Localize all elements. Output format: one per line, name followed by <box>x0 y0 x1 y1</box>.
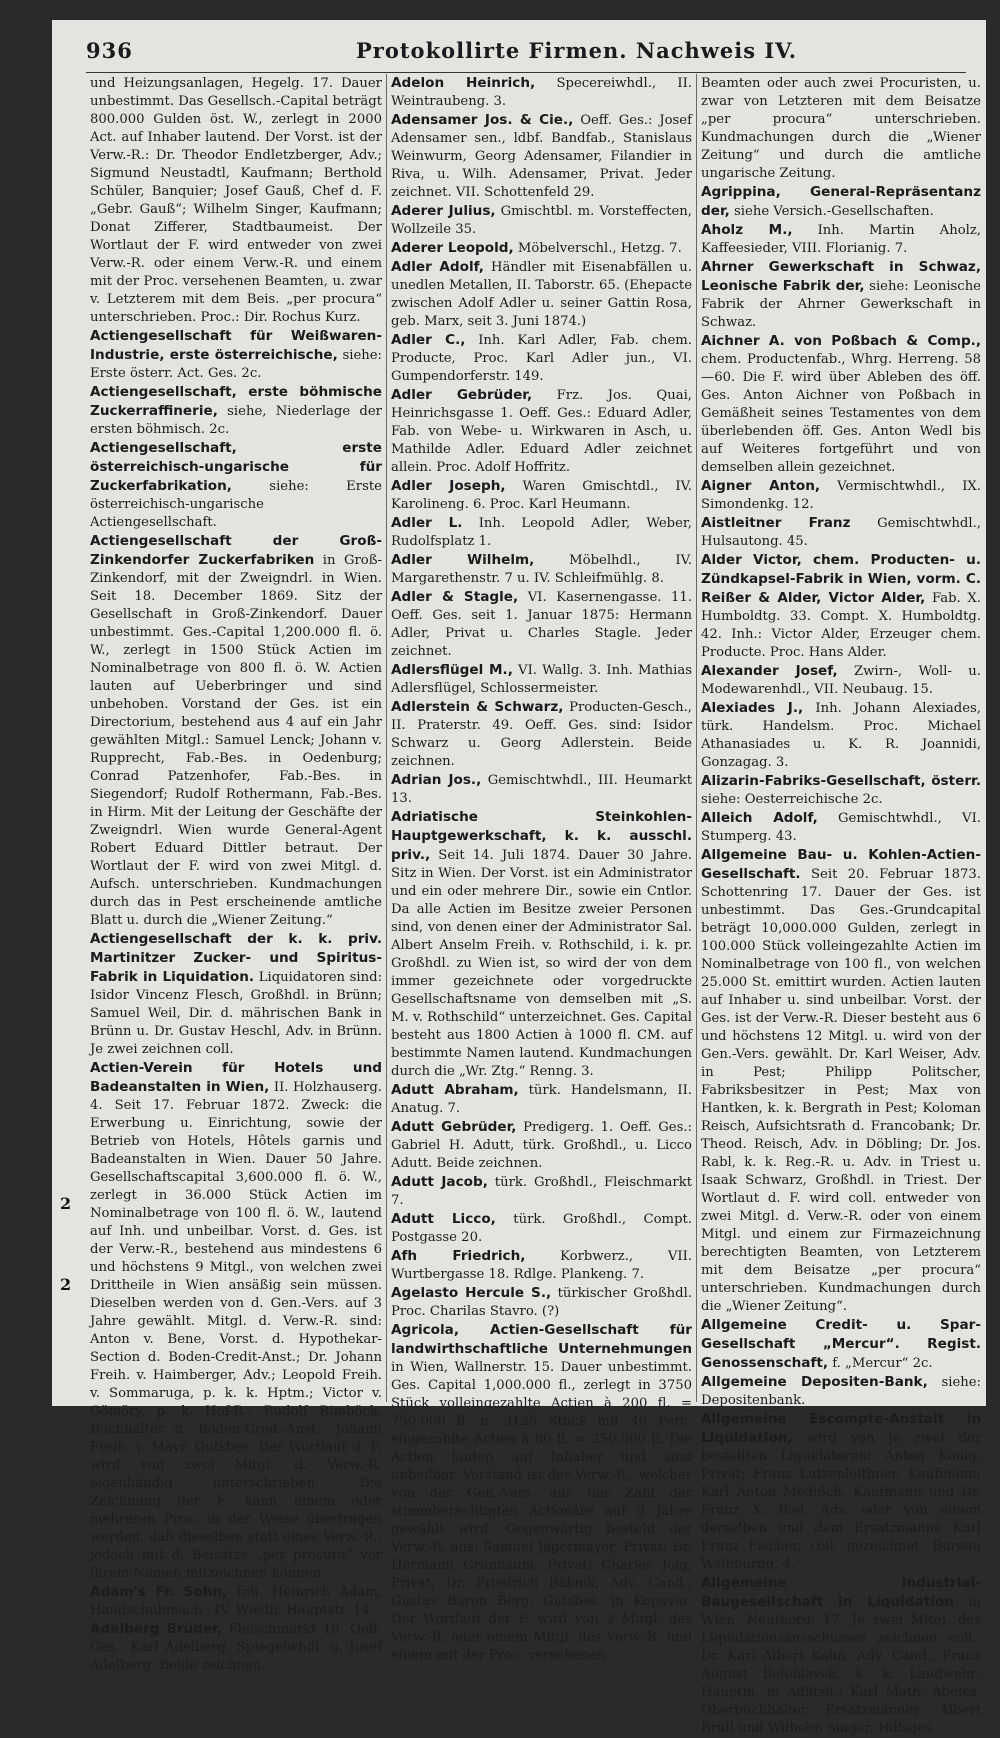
directory-entry <box>391 551 692 588</box>
entry-headword: Aderer Leopold, <box>391 240 514 256</box>
directory-entry <box>701 662 981 699</box>
entry-headword: Adler Adolf, <box>391 259 484 275</box>
entry-text: siehe: Erste österr. Act. Ges. 2c. <box>90 348 382 381</box>
entry-text: siehe: Leonische Fabrik der Ahrner Gewerkschaft in Schwaz. <box>701 279 981 330</box>
entry-headword: Aderer Julius, <box>391 203 496 219</box>
entry-headword: Adutt Jacob, <box>391 1174 488 1190</box>
entry-headword: Aholz M., <box>701 222 793 238</box>
entry-headword: Agrippina, General-Repräsentanz der, <box>701 184 981 219</box>
entry-text: Gemischtwhdl., VI. Stumperg. 43. <box>701 811 981 844</box>
entry-headword: Adam's Fr. Sohn, <box>90 1584 228 1600</box>
directory-entry <box>391 331 692 386</box>
entry-headword: Agricola, Actien-Gesellschaft für landwirthschaftliche Unternehmungen <box>391 1322 692 1357</box>
entry-headword: Adensamer Jos. & Cie., <box>391 112 574 128</box>
entry-text: Gemischtwhdl., III. Heumarkt 13. <box>391 773 693 806</box>
directory-entry <box>701 183 981 221</box>
entry-text: Inh. Heinrich Adam, Handschuhmach., IV. Wiedn. Hauptstr. 14. <box>90 1585 382 1618</box>
entry-text: Waren Gmischtdl., IV. Karolineng. 6. Proc. Karl Heumann. <box>391 479 692 512</box>
directory-entry <box>391 111 692 202</box>
entry-headword: Adler C., <box>391 332 466 348</box>
entry-headword: Aigner Anton, <box>701 478 821 494</box>
entry-text: siehe Versich.-Gesellschaften. <box>734 204 934 219</box>
entry-headword: Actiengesellschaft, erste böhmische Zuckerraffinerie, <box>90 384 382 419</box>
directory-entry <box>701 772 981 809</box>
page-number: 936 <box>86 38 133 63</box>
directory-entry <box>701 332 981 477</box>
entry-text: türkischer Großhdl. Proc. Charilas Stavro. (?) <box>391 1286 692 1319</box>
directory-entry <box>701 514 981 551</box>
directory-entry <box>391 239 692 258</box>
entry-headword: Alexiades J., <box>701 700 804 716</box>
entry-text: Fab. X. Humboldtg. 33. Compt. X. Humboldtg. 42. Inh.: Victor Alder, Erzeuger chem. Producte. Proc. Hans Alder. <box>701 591 982 660</box>
running-title: Protokollirte Firmen. Nachweis IV. <box>356 38 798 63</box>
directory-entry <box>391 771 692 808</box>
entry-headword: Allgemeine Credit- u. Spar-Gesellschaft „Mercur“. Regist. Genossenschaft, <box>701 1317 981 1371</box>
entry-text: Seit 14. Juli 1874. Dauer 30 Jahre. Sitz in Wien. Der Vorst. ist ein Administrator und ein oder mehrere Dir., sowie ein Cntlor. Da alle Actien im Besitze zweier Personen sind, von denen einer der Administrator Sal. Albert Anselm Freih. v. Rothschild, i. k. pr. Großhdl. zu Wien ist, so wird der von dem immer gezeichnete oder vorgedruckte Gesellschaftsname von demselben mit „S. M. v. Rothschild“ unterzeichnet. Ges. Capital besteht aus 1800 Actien à 1000 fl. CM. auf bestimmte Namen lautend. Kundmachungen durch die „Wr. Ztg.“ Renng. 3. <box>391 848 692 1079</box>
entry-headword: Adrian Jos., <box>391 772 482 788</box>
directory-entry <box>90 1059 382 1583</box>
entry-headword: Actien-Verein für Hotels und Badeanstalten in Wien, <box>90 1060 382 1095</box>
entry-headword: Alder Victor, chem. Producten- u. Zündkapsel-Fabrik in Wien, vorm. C. Reißer & Alder, Victor Alder, <box>701 552 981 606</box>
directory-entry <box>701 74 981 183</box>
entry-headword: Aichner A. von Poßbach & Comp., <box>701 333 981 349</box>
entry-headword: Alexander Josef, <box>701 663 838 679</box>
entry-headword: Adler Wilhelm, <box>391 552 535 568</box>
entry-headword: Aistleitner Franz <box>701 515 851 531</box>
directory-entry <box>391 1284 692 1321</box>
directory-entry <box>90 439 382 532</box>
entry-text: Vermischtwhdl., IX. Simondenkg. 12. <box>701 479 981 512</box>
directory-entry <box>391 74 692 111</box>
column-middle <box>386 74 696 1663</box>
entry-text: Liquidatoren sind: Isidor Vincenz Flesch, Großhdl. in Brünn; Samuel Weil, Dir. d. mährischen Bank in Brünn u. Dr. Gustav Heschl, Adv. in Brünn. Je zwei zeichnen coll. <box>90 970 383 1057</box>
entry-text: Möbelverschl., Hetzg. 7. <box>517 241 682 256</box>
directory-entry <box>391 1210 692 1247</box>
entry-text: Gmischtbl. m. Vorsteffecten, Wollzeile 35. <box>391 204 692 237</box>
directory-entry <box>391 1247 692 1284</box>
entry-text: Gemischtwhdl., Hulsautong. 45. <box>701 516 981 549</box>
directory-entry <box>701 1574 981 1738</box>
entry-headword: Adutt Gebrüder, <box>391 1119 517 1135</box>
entry-headword: Actiengesellschaft, erste österreichisch-ungarische für Zuckerfabrikation, <box>90 440 382 494</box>
entry-headword: Adler L. <box>391 515 463 531</box>
directory-entry <box>391 1118 692 1173</box>
entry-text: VI. Wallg. 3. Inh. Mathias Adlersflügel, Schlossermeister. <box>391 663 692 696</box>
directory-entry <box>701 551 981 662</box>
entry-text: VI. Kasernengasse. 11. Oeff. Ges. seit 1. Januar 1875: Hermann Adler, Privat u. Charles Stagle. Jeder zeichnet. <box>391 590 692 659</box>
page-header <box>86 32 966 73</box>
directory-entry <box>391 808 692 1081</box>
entry-headword: Adutt Abraham, <box>391 1082 519 1098</box>
entry-text: Producten-Gesch., II. Praterstr. 49. Oeff. Ges. sind: Isidor Schwarz u. Georg Adlerstein. Beide zeichnen. <box>391 700 692 769</box>
entry-text: siehe: Oesterreichische 2c. <box>701 792 883 807</box>
entry-headword: Agelasto Hercule S., <box>391 1285 552 1301</box>
entry-text: Oeff. Ges.: Josef Adensamer sen., ldbf. Bandfab., Stanislaus Weinwurm, Georg Adensamer, Filandier in Riva, u. Wilh. Adensamer, Privat. Jeder zeichnet. VII. Schottenfeld 29. <box>391 113 692 200</box>
directory-entry <box>391 258 692 331</box>
entry-text: Specereiwhdl., II. Weintraubeng. 3. <box>391 76 692 109</box>
directory-entry <box>701 221 981 258</box>
entry-headword: Adutt Licco, <box>391 1211 496 1227</box>
entry-text: Inh. Martin Aholz, Kaffeesieder, VIII. Florianig. 7. <box>701 223 981 256</box>
directory-entry <box>391 1081 692 1118</box>
entry-text: türk. Großhdl., Fleischmarkt 7. <box>391 1175 692 1208</box>
entry-text: Frz. Jos. Quai, Heinrichsgasse 1. Oeff. Ges.: Eduard Adler, Fab. von Webe- u. Wirkwaren in Asch, u. Mathilde Adler. Eduard Adler zeichnet allein. Proc. Adolf Hoffritz. <box>391 388 692 475</box>
margin-mark: 2 <box>60 1194 72 1213</box>
directory-entry <box>90 930 382 1059</box>
entry-headword: Adler Joseph, <box>391 478 506 494</box>
entry-headword: Alizarin-Fabriks-Gesellschaft, österr. <box>701 773 981 789</box>
entry-text: Möbelhdl., IV. Margarethenstr. 7 u. IV. Schleifmühlg. 8. <box>391 553 692 586</box>
entry-text: Fleischmarkt 18. Oeff. Ges.: Karl Adelberg, Spiegelwhdl. u. Josef Adelberg. Beide zeichnen. <box>90 1622 383 1673</box>
entry-text: Inh. Johann Alexiades, türk. Handelsm. Proc. Michael Athanasiades u. K. R. Joannidi, Gonzagag. 3. <box>701 701 981 770</box>
directory-entry <box>90 1583 382 1620</box>
directory-entry <box>391 202 692 239</box>
directory-entry <box>391 386 692 477</box>
entry-headword: Adlersflügel M., <box>391 662 513 678</box>
ledger-page <box>52 20 986 1736</box>
directory-entry <box>90 327 382 383</box>
entry-text: in Wien, Neuthorg. 17. Je zwei Mitgl. des Liquidationsausschusses zeichnen coll.: Dr. Karl Albert Kohn, Adv. Cand.; Franz August Belohlavek, k. k. Landwehr-Hauptm. in Adlitsh.; Karl Math. Abeles, Oberbuchhalter. Ersatzmänner: Albert Brüll und Wilhelm Singer, Hdlsges. <box>701 1595 981 1736</box>
entry-text: in Groß-Zinkendorf, mit der Zweigndrl. in Wien. Seit 18. December 1869. Sitz der Gesellschaft in Groß-Zinkendorf. Dauer unbestimmt. Ges.-Capital 1,200.000 fl. ö. W., zerlegt in 1500 Stück Actien im Nominalbetrage von 800 fl. ö. W. Actien lauten auf Ueberbringer und sind unbehoben. Vorstand der Ges. ist ein Directorium, bestehend aus 4 auf ein Jahr gewählten Mitgl.: Samuel Lenck; Johann v. Rupprecht, Fab.-Bes. in Oedenburg; Conrad Patzenhofer, Fab.-Bes. in Siegendorf; Rudolf Rothermann, Fab.-Bes. in Hirm. Mit der Leitung der Geschäfte der Zweigndrl. Wien wurde General-Agent Robert Eduard Dittler betraut. Der Wortlaut der F. wird von zwei Mitgl. d. Aufsch. unterschrieben. Kundmachungen durch das in Pest erscheinende amtliche Blatt u. durch die „Wiener Zeitung.“ <box>90 553 382 928</box>
entry-text: f. „Mercur“ 2c. <box>832 1356 933 1371</box>
entry-headword: Allgemeine Industrial-Baugesellschaft in Liquidation <box>701 1575 981 1610</box>
entry-text: Korbwerz., VII. Wurtbergasse 18. Rdlge. Plankeng. 7. <box>391 1249 692 1282</box>
entry-text: siehe: Erste österreichisch-ungarische Actiengesellschaft. <box>90 479 382 530</box>
column-right <box>696 74 985 1736</box>
directory-entry <box>701 846 981 1316</box>
directory-entry <box>90 74 382 327</box>
directory-entry <box>391 477 692 514</box>
entry-text: Händler mit Eisenabfällen u. unedlen Metallen, II. Taborstr. 65. (Ehepacte zwischen Adolf Adler u. seiner Gattin Rosa, geb. Marx, seit 3. Juni 1874.) <box>391 260 692 329</box>
directory-entry <box>391 588 692 661</box>
entry-headword: Adelberg Brüder, <box>90 1621 223 1637</box>
entry-text: Predigerg. 1. Oeff. Ges.: Gabriel H. Adutt, türk. Großhdl., u. Licco Adutt. Beide zeichnen. <box>391 1120 692 1171</box>
entry-headword: Actiengesellschaft für Weißwaren-Industrie, erste österreichische, <box>90 328 382 363</box>
directory-entry <box>701 477 981 514</box>
directory-entry <box>701 1410 981 1574</box>
entry-text: türk. Großhdl., Compt. Postgasse 20. <box>391 1212 692 1245</box>
entry-text: und Heizungsanlagen, Hegelg. 17. Dauer unbestimmt. Das Gesellsch.-Capital beträgt 800.000 Gulden öst. W., zerlegt in 2000 Act. auf Inhaber lautend. Der Vorst. ist der Verw.-R.: Dr. Theodor Endletzberger, Adv.; Sigmund Neustadtl, Kaufmann; Berthold Schüler, Banquier; Josef Gauß, Chef d. F. „Gebr. Gauß“; Wilhelm Singer, Kaufmann; Donat Zifferer, Stadtbaumeist. Der Wortlaut der F. wird entweder von zwei Verw.-R. oder einem Verw.-R. und einem mit der Proc. versehenen Beamten, u. zwar v. Letzterem mit dem Beis. „per procura“ unterschrieben. Proc.: Dir. Rochus Kurz. <box>90 76 382 325</box>
entry-text: Inh. Karl Adler, Fab. chem. Producte, Proc. Karl Adler jun., VI. Gumpendorferstr. 149. <box>391 333 692 384</box>
entry-text: wird von je zwei der bestellten Liquidatoren: Anton König, Privat; Franz Lutzenleithner, Kaufmann; Karl Anton Medißch, Kaufmann und Dr. Franz X. Biel, Adv. oder von einem derselben und dem Ersatzmanne Karl Franz Fischer, coll. gezeichnet. Bureau Weihburgg. 4. <box>701 1431 981 1572</box>
directory-entry <box>391 1321 692 1665</box>
directory-entry <box>701 699 981 772</box>
directory-entry <box>90 1620 382 1675</box>
directory-entry <box>701 1373 981 1410</box>
entry-headword: Adler & Stagle, <box>391 589 519 605</box>
entry-headword: Ahrner Gewerkschaft in Schwaz, Leonische Fabrik der, <box>701 259 981 294</box>
entry-text: siehe: Depositenbank. <box>701 1375 981 1408</box>
entry-headword: Alleich Adolf, <box>701 810 818 826</box>
entry-text: türk. Handelsmann, II. Anatug. 7. <box>391 1083 692 1116</box>
entry-headword: Allgemeine Bau- u. Kohlen-Actien-Gesellschaft. <box>701 847 981 882</box>
entry-headword: Adelon Heinrich, <box>391 75 536 91</box>
margin-mark: 2 <box>60 1275 72 1294</box>
text-columns <box>86 74 982 1736</box>
entry-headword: Adriatische Steinkohlen-Hauptgewerkschaft, k. k. ausschl. priv., <box>391 809 692 863</box>
directory-entry <box>90 383 382 439</box>
directory-entry <box>90 532 382 930</box>
entry-text: II. Holzhauserg. 4. Seit 17. Februar 1872. Zweck: die Erwerbung u. Einrichtung, sowie der Betrieb von Hotels, Hôtels garnis und Badeanstalten in Wien. Dauer 50 Jahre. Gesellschaftscapital 3,600.000 fl. ö. W., zerlegt in 36.000 Stück Actien im Nominalbetrage von 100 fl. ö. W., lautend auf Inh. und unbeilbar. Vorst. d. Ges. ist der Verw.-R., bestehend aus mindestens 6 und höchstens 9 Mitgl., von welchen zwei Drittheile in Wien ansäßig sein müssen. Dieselben werden von d. Gen.-Vers. auf 3 Jahre gewählt. Mitgl. d. Verw.-R. sind: Anton v. Bene, Vorst. d. Hypothekar-Section d. Boden-Credit-Anst.; Dr. Johann Freih. v. Haimberger, Adv.; Leopold Freih. v. Sommaruga, p. k. k. Hptm.; Victor v. Gömöry, p. k. Hof-R.; Rudolf Rimböck, Buchhalter d. Boden-Cred.-Anst.; Johann Freih. v. Mayr, Gutsbes. Der Wortlaut d. F. wird von zwei Mitgl. d. Verw.-R. eigenhändig unterschrieben. Die Zeichnung der F. kann einem oder mehreren Proc. in der Weise übertragen werden, daß dieselben statt eines Verw.-R., jedoch mit d. Beisatze „per procura“ vor ihrem Namen mitzeichnen können. <box>90 1080 382 1581</box>
entry-headword: Allgemeine Escompte-Anstalt in Liquidation, <box>701 1411 981 1446</box>
entry-text: chem. Productenfab., Whrg. Herreng. 58—60. Die F. wird über Ableben des öff. Ges. Anton Aichner von Poßbach in Gemäßheit seines Testamentes von dem überlebenden öff. Ges. Anton Wedl bis auf Weiteres fortgeführt und von demselben allein gezeichnet. <box>701 352 981 475</box>
entry-text: in Wien, Wallnerstr. 15. Dauer unbestimmt. Ges. Capital 1,000.000 fl., zerlegt in 3750 Stück volleingezahlte Actien à 200 fl. = 750.000 fl. u. 3125 Stück mit 40 Perc. eingezahlte Actien à 80 fl. = 250.000 fl. Die Actien lauten auf Inhaber und sind unbeilbar. Vorstand ist der Verw.-R., welcher von der Gen.-Vers. aus der Zahl der stimmberechtigten Actionäre auf 3 Jahre gewählt wird. Gegenwärtig besteht der Verw.-R. aus: Samuel Jägermayer, Privat; Dr. Hermann Grünbaum, Privat; Charles Jolg, Privat; Dr. Friedrich Bäbnik, Adv. Cand.; Gustav Baron Berg, Gutsbes. in Kopuvar. Der Wortlaut der F. wird von 2 Mitgl. des Verw.-R. oder einem Mitgl. des Verw.-R. und einem mit der Proc. versehenen <box>391 1360 692 1663</box>
entry-text: Seit 20. Februar 1873. Schottenring 17. Dauer der Ges. ist unbestimmt. Das Ges.-Grundcapital beträgt 10,000.000 Gulden, zerlegt in 100.000 Stück volleingezahlte Actien im Nominalbetrage von 100 fl., von welchen 25.000 St. emittirt wurden. Actien lauten auf Inhaber u. sind unbeilbar. Vorst. der Ges. ist der Verw.-R. Dieser besteht aus 6 und höchstens 12 Mitgl. u. wird von der Gen.-Vers. gewählt. Dr. Karl Weiser, Adv. in Pest; Philipp Politscher, Fabriksbesitzer in Pest; Max von Hantken, k. k. Bergrath in Pest; Koloman Reisch, Aufsichtsrath d. Francobank; Dr. Theod. Reisch, Adv. in Döbling; Dr. Jos. Rabl, k. k. Reg.-R. u. Adv. in Triest u. Isaak Schwarz, Großhdl. in Triest. Der Wortlaut d. F. wird coll. entweder von zwei Mitgl. d. Verw.-R. oder von einem Mitgl. und einem zur Firmazeichnung berechtigten Beamten, von Letzterem mit dem Beisatze „per procura“ unterschrieben. Kundmachungen durch die „Wiener Zeitung“. <box>701 867 981 1314</box>
directory-entry <box>391 698 692 771</box>
entry-headword: Afh Friedrich, <box>391 1248 526 1264</box>
entry-headword: Allgemeine Depositen-Bank, <box>701 1374 928 1390</box>
entry-text: Inh. Leopold Adler, Weber, Rudolfsplatz 1. <box>391 516 692 549</box>
column-left <box>86 74 386 1673</box>
directory-entry <box>701 1316 981 1373</box>
directory-entry <box>701 809 981 846</box>
directory-entry <box>391 661 692 698</box>
entry-headword: Adler Gebrüder, <box>391 387 533 403</box>
entry-headword: Adlerstein & Schwarz, <box>391 699 564 715</box>
directory-entry <box>701 258 981 332</box>
entry-text: siehe, Niederlage der ersten böhmisch. 2c. <box>90 404 382 437</box>
directory-entry <box>391 1173 692 1210</box>
entry-headword: Actiengesellschaft der k. k. priv. Martinitzer Zucker- und Spiritus-Fabrik in Liquidation. <box>90 931 382 985</box>
entry-text: Zwirn-, Woll- u. Modewarenhdl., VII. Neubaug. 15. <box>701 664 981 697</box>
entry-text: Beamten oder auch zwei Procuristen, u. zwar von Letzteren mit dem Beisatze „per procura“ unterschrieben. Kundmachungen durch die „Wiener Zeitung“ und durch die amtliche ungarische Zeitung. <box>701 76 981 181</box>
directory-entry <box>391 514 692 551</box>
entry-headword: Actiengesellschaft der Groß-Zinkendorfer Zuckerfabriken <box>90 533 382 568</box>
